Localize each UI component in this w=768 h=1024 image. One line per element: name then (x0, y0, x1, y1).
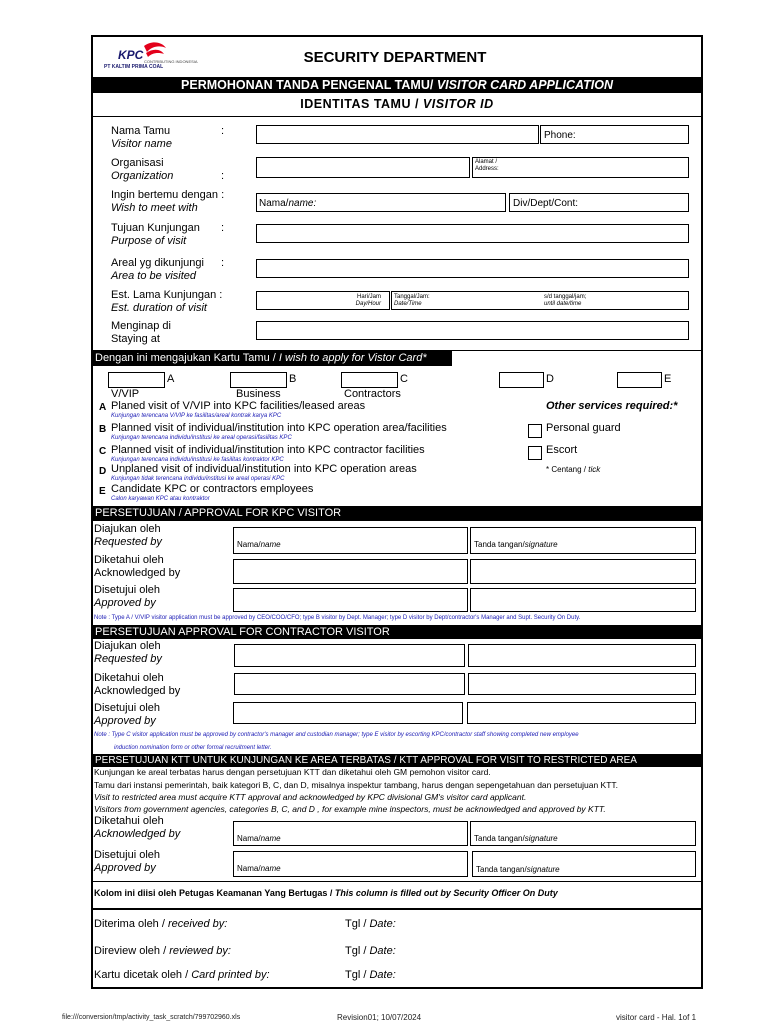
escort-label: Escort (546, 444, 578, 456)
tick-note-id: * Centang / (546, 465, 589, 474)
date-label-en: Date: (369, 969, 396, 981)
apply-bar-text (95, 352, 427, 365)
meet-with-label (111, 189, 224, 215)
category-item-en: Unplaned visit of individual/institution into KPC operation areas (111, 463, 417, 475)
received-by-label-en: received by: (167, 918, 228, 930)
svg-text:KPC: KPC (118, 48, 144, 62)
purpose-label-en: Purpose of visit (111, 235, 187, 247)
restricted-approved-label-en: Approved by (94, 862, 156, 874)
phone-field[interactable] (540, 125, 689, 144)
name-label-en: name (260, 864, 281, 873)
contractor-acknowledged-label-id: Diketahui oleh (94, 672, 164, 684)
visitor-id-heading-en: VISITOR ID (422, 97, 494, 111)
contractor-approved-label (94, 702, 160, 728)
restricted-approval-bar-text: PERSETUJUAN KTT UNTUK KUNJUNGAN KE AREA TERBATAS / KTT APPROVAL FOR VISIT TO RESTRICTED AREA (95, 755, 637, 766)
visitor-name-label-id: Nama Tamu (111, 125, 171, 137)
page-title: SECURITY DEPARTMENT (303, 49, 487, 66)
divider (93, 908, 701, 910)
organization-label (111, 157, 173, 183)
colon: : (221, 222, 225, 234)
vvip-label: V/VIP (111, 388, 140, 400)
reviewed-date-label (345, 945, 396, 958)
form-title-en: VISITOR CARD APPLICATION (433, 78, 613, 92)
duration-label (111, 289, 222, 315)
received-date-label (345, 918, 396, 931)
security-heading-id: Kolom ini diisi oleh Petugas Keamanan Yang Bertugas / (94, 888, 335, 898)
security-heading (94, 888, 558, 898)
staying-label-en: Staying at (111, 333, 160, 345)
category-item-id: Kunjungan terencana individu/institusi ke areal operasi/fasilitas KPC (111, 435, 292, 441)
contractor-approved-name-field[interactable] (233, 702, 463, 724)
category-e-box[interactable] (617, 372, 662, 388)
category-e-letter: E (664, 373, 672, 385)
tick-note (546, 465, 600, 474)
apply-bar-text-en: I wish to apply for Vistor Card* (278, 352, 427, 364)
colon: : (221, 170, 225, 182)
duration-days-field[interactable] (256, 291, 390, 310)
duration-start-label-en: Date/Time (394, 301, 422, 307)
duration-label-id: Est. Lama Kunjungan : (111, 289, 223, 301)
restricted-info-line-2: Tamu dari instansi pemerintah, baik kategori B, C, dan D, misalnya inspektur tambang, harus dengan sepengetahuan dan persetujuan KTT. (94, 780, 619, 790)
category-item-letter: D (99, 466, 107, 477)
duration-start-label (394, 294, 430, 308)
signature-label-en: signature (524, 540, 558, 549)
name-label-id: Nama/ (237, 540, 261, 549)
category-a-letter: A (167, 373, 175, 385)
contractor-requested-label-en: Requested by (94, 653, 162, 665)
visitor-name-field[interactable] (256, 125, 539, 144)
date-label-id: Tgl / (345, 969, 370, 981)
category-item-id: Kunjungan terencana individu/institusi ke fasilitas kontraktor KPC (111, 457, 284, 463)
printed-by-label-en: Card printed by: (191, 969, 270, 981)
kpc-approved-label-id: Disetujui oleh (94, 584, 161, 596)
kpc-approval-bar-text: PERSETUJUAN / APPROVAL FOR KPC VISITOR (95, 507, 342, 519)
visitor-id-heading-id: IDENTITAS TAMU / (300, 97, 423, 111)
signature-label (474, 834, 558, 843)
staying-field[interactable] (256, 321, 689, 340)
signature-label-id: Tanda tangan/ (474, 834, 525, 843)
other-services-heading: Other services required:* (546, 400, 678, 412)
address-label: Alamat / Address: (475, 159, 499, 172)
contractor-acknowledged-name-field[interactable] (234, 673, 465, 695)
footer-revision: Revision01; 10/07/2024 (337, 1013, 422, 1022)
reviewed-by-label-en: reviewed by: (169, 945, 231, 957)
logo-company-name: PT KALTIM PRIMA COAL (104, 64, 164, 70)
organization-label-en: Organization (111, 170, 174, 182)
restricted-info-line-3: Visit to restricted area must acquire KTT approval and acknowledged by KPC divisional GM's visitor card applicant. (94, 792, 527, 802)
signature-label-en: signature (524, 834, 558, 843)
organization-label-id: Organisasi (111, 157, 164, 169)
meet-with-label-id: Ingin bertemu dengan : (111, 189, 225, 201)
contractor-acknowledged-label-en: Acknowledged by (94, 685, 181, 697)
area-label-en: Area to be visited (111, 270, 196, 282)
form-title (93, 78, 701, 92)
category-item-en: Planned visit of individual/institution into KPC operation area/facilities (111, 422, 447, 434)
kpc-requested-label-id: Diajukan oleh (94, 523, 161, 535)
printed-date-label (345, 969, 396, 982)
kpc-acknowledged-signature-field[interactable] (470, 559, 696, 584)
tick-note-en: tick (588, 465, 601, 474)
kpc-requested-signature-field[interactable] (470, 527, 696, 554)
organization-field[interactable] (256, 157, 470, 178)
meet-name-field[interactable] (256, 193, 506, 212)
kpc-requested-name-field[interactable] (233, 527, 468, 554)
business-label: Business (236, 388, 281, 400)
meet-name-label-id: Nama/ (259, 198, 289, 209)
category-b-letter: B (289, 373, 297, 385)
duration-dates-field[interactable] (391, 291, 689, 310)
duration-label-en: Est. duration of visit (111, 302, 207, 314)
area-label (111, 257, 204, 283)
logo-tagline: CONTRIBUTING INDONESIA (144, 59, 198, 64)
reviewed-by-label-id: Direview oleh / (94, 945, 170, 957)
category-item-en: Candidate KPC or contractors employees (111, 483, 314, 495)
kpc-approval-note: Note : Type A / V/VIP visitor application must be approved by CEO/COO/CFO; type B visitor by Dept. Manager; type D visitor by Dept/contractor's Manager and Supt. Security On Duty. (94, 615, 581, 621)
restricted-approved-label (94, 849, 160, 875)
printed-by-label (94, 969, 270, 982)
printed-by-label-id: Kartu dicetak oleh / (94, 969, 192, 981)
apply-bar-text-id: Dengan ini mengajukan Kartu Tamu / (95, 352, 279, 364)
address-field[interactable] (472, 157, 689, 178)
personal-guard-checkbox[interactable] (528, 424, 542, 438)
kpc-approved-name-field[interactable] (233, 588, 468, 612)
name-label (237, 864, 281, 873)
duration-end-label-en: until date/time (544, 301, 582, 307)
category-item-letter: B (99, 424, 107, 435)
visitor-id-heading (93, 97, 701, 111)
name-label (237, 834, 281, 843)
signature-label (474, 540, 558, 549)
category-item-letter: A (99, 402, 107, 413)
restricted-info-line-4: Visitors from government agencies, categories B, C, and D , for example mine inspectors, must be acknowledged and approved by KTT. (94, 804, 606, 814)
purpose-label (111, 222, 200, 248)
kpc-approved-label (94, 584, 160, 610)
contractor-requested-signature-field[interactable] (468, 644, 696, 667)
received-by-label (94, 918, 227, 931)
staying-label (111, 320, 171, 346)
kpc-logo (100, 40, 198, 72)
name-label-en: name (260, 540, 281, 549)
kpc-approved-label-en: Approved by (94, 597, 156, 609)
colon: : (221, 125, 225, 137)
category-b-box[interactable] (230, 372, 287, 388)
category-c-box[interactable] (341, 372, 398, 388)
date-label-en: Date: (369, 945, 396, 957)
name-label-en: name (260, 834, 281, 843)
category-d-letter: D (546, 373, 554, 385)
duration-days-label (356, 294, 381, 308)
meet-with-label-en: Wish to meet with (111, 202, 198, 214)
category-d-box[interactable] (499, 372, 544, 388)
meet-name-label-en: name: (288, 198, 317, 209)
date-label-en: Date: (369, 918, 396, 930)
restricted-acknowledged-signature-field[interactable] (470, 821, 696, 846)
category-c-letter: C (400, 373, 408, 385)
name-label (237, 540, 281, 549)
signature-label-en: signature (526, 865, 560, 874)
restricted-approved-signature-field[interactable] (472, 851, 696, 877)
duration-end-label (544, 294, 586, 308)
security-heading-en: This column is filled out by Security Officer On Duty (334, 888, 558, 898)
category-item-en: Planed visit of V/VIP into KPC facilities/leased areas (111, 400, 366, 412)
contractor-approved-label-en: Approved by (94, 715, 156, 727)
restricted-approved-label-id: Disetujui oleh (94, 849, 161, 861)
kpc-acknowledged-label-id: Diketahui oleh (94, 554, 164, 566)
kpc-acknowledged-label-en: Acknowledged by (94, 567, 181, 579)
contractor-approved-label-id: Disetujui oleh (94, 702, 161, 714)
staying-label-id: Menginap di (111, 320, 171, 332)
contractor-approved-signature-field[interactable] (467, 702, 696, 724)
contractor-requested-name-field[interactable] (234, 644, 465, 667)
contractor-approval-note-1: Note : Type C visitor application must be approved by contractor's manager and custodian manager; type E visitor by escorting KPC/contractor staff showing completed new employee (94, 732, 579, 738)
duration-days-label-id: Hari/Jam (356, 294, 381, 300)
restricted-acknowledged-name-field[interactable] (233, 821, 468, 846)
footer-page: visitor card - Hal. 1of 1 (616, 1013, 697, 1022)
meet-division-field[interactable] (509, 193, 689, 212)
date-label-id: Tgl / (345, 918, 370, 930)
duration-days-label-en: Day/Hour (355, 301, 381, 307)
category-item-id: Calon karyawan KPC atau kontraktor (111, 496, 210, 502)
colon: : (221, 257, 225, 269)
received-by-label-id: Diterima oleh / (94, 918, 168, 930)
divider (93, 116, 701, 117)
kpc-approved-signature-field[interactable] (470, 588, 696, 612)
divider (93, 881, 701, 882)
duration-end-label-id: s/d tanggal/jam; (544, 294, 587, 300)
category-item-en: Planned visit of individual/institution into KPC contractor facilities (111, 444, 425, 456)
category-item-id: Kunjungan terencana V/VIP ke fasilitas/areal kontrak karya KPC (111, 413, 282, 419)
visitor-name-label (111, 125, 172, 151)
category-item-id: Kunjungan tidak terencana individu/institusi ke areal operasi KPC (111, 476, 285, 482)
category-item-letter: C (99, 446, 107, 457)
contractor-requested-label (94, 640, 162, 666)
contractors-label: Contractors (344, 388, 401, 400)
category-a-box[interactable] (108, 372, 165, 388)
area-field[interactable] (256, 259, 689, 278)
meet-division-label: Div/Dept/Cont: (513, 198, 579, 209)
reviewed-by-label (94, 945, 231, 958)
signature-label (476, 865, 560, 874)
phone-label: Phone: (544, 130, 576, 141)
kpc-acknowledged-label (94, 554, 180, 580)
footer-file-path: file:///conversion/tmp/activity_task_scratch/799702960.xls (62, 1014, 241, 1021)
kpc-requested-label-en: Requested by (94, 536, 162, 548)
purpose-field[interactable] (256, 224, 689, 243)
contractor-requested-label-id: Diajukan oleh (94, 640, 161, 652)
kpc-acknowledged-name-field[interactable] (233, 559, 468, 584)
personal-guard-label: Personal guard (546, 422, 621, 434)
signature-label-id: Tanda tangan/ (474, 540, 525, 549)
purpose-label-id: Tujuan Kunjungan (111, 222, 200, 234)
kpc-requested-label (94, 523, 162, 549)
restricted-info-line-1: Kunjungan ke areal terbatas harus dengan persetujuan KTT dan diketahui oleh GM pemohon visitor card. (94, 767, 491, 777)
contractor-acknowledged-label (94, 672, 180, 698)
restricted-acknowledged-label-id: Diketahui oleh (94, 815, 164, 827)
signature-label-id: Tanda tangan/ (476, 865, 527, 874)
area-label-id: Areal yg dikunjungi (111, 257, 204, 269)
category-item-letter: E (99, 486, 106, 497)
contractor-approval-note-2: induction nomination form or other formal recruitment letter. (114, 745, 272, 751)
meet-name-label (259, 198, 316, 210)
name-label-id: Nama/ (237, 834, 261, 843)
escort-checkbox[interactable] (528, 446, 542, 460)
visitor-name-label-en: Visitor name (111, 138, 172, 150)
contractor-acknowledged-signature-field[interactable] (468, 673, 696, 695)
restricted-acknowledged-label (94, 815, 180, 841)
restricted-approved-name-field[interactable] (233, 851, 468, 877)
duration-start-label-id: Tanggal/Jam: (394, 294, 430, 300)
contractor-approval-bar-text: PERSETUJUAN APPROVAL FOR CONTRACTOR VISITOR (95, 626, 390, 638)
name-label-id: Nama/ (237, 864, 261, 873)
restricted-acknowledged-label-en: Acknowledged by (94, 828, 181, 840)
form-title-id: PERMOHONAN TANDA PENGENAL TAMU/ (181, 78, 434, 92)
date-label-id: Tgl / (345, 945, 370, 957)
